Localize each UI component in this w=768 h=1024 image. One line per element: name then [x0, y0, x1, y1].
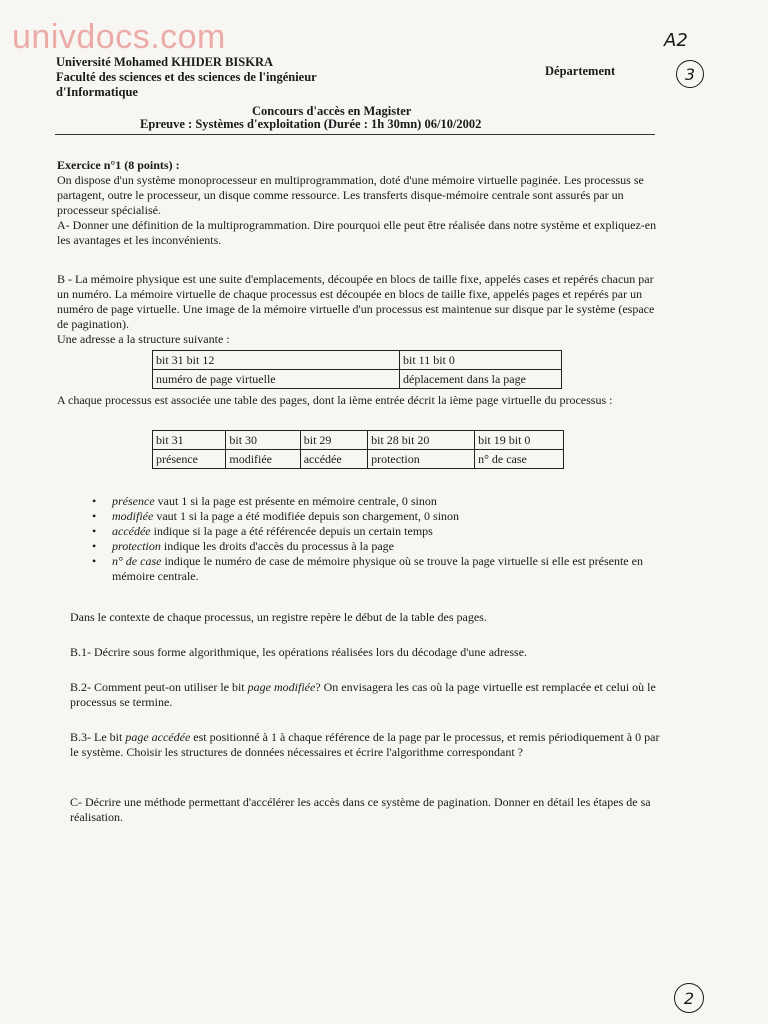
page-number: 2: [683, 988, 695, 1008]
field-term: n° de case: [112, 554, 162, 568]
table-cell: bit 31: [153, 431, 226, 450]
table-cell: protection: [368, 450, 475, 469]
bullet-icon: •: [92, 539, 97, 553]
exercise-intro-block: [57, 158, 657, 248]
sheet-number-circle: [676, 60, 704, 88]
list-item: [92, 554, 662, 584]
department-label: Département: [545, 64, 616, 78]
table-cell: n° de case: [475, 450, 564, 469]
question-b3-suffix: est positionné à 1 à chaque référence de la page par le processus, et remis périodiquement à 0 par le système. Choisir les structures de données nécessaires et écrire l'algorithme correspondant ?: [70, 730, 660, 759]
competition-title: Concours d'accès en Magister: [252, 104, 412, 118]
bullet-icon: •: [92, 554, 97, 568]
list-item: [92, 524, 662, 539]
field-description: indique les droits d'accès du processus à la page: [160, 539, 394, 553]
part-a: A- Donner une définition de la multiprogrammation. Dire pourquoi elle peut être réalisée dans notre système et expliquez-en les avantages et les inconvénients.: [57, 218, 657, 247]
department-name: d'Informatique: [56, 85, 138, 99]
list-item: [92, 494, 662, 509]
question-c: C- Décrire une méthode permettant d'accélérer les accès dans ce système de pagination. Donner en détail les étapes de sa réalisation.: [70, 795, 651, 824]
handwritten-note: A2: [664, 30, 688, 51]
bullet-icon: •: [92, 494, 97, 508]
university-name: Université Mohamed KHIDER BISKRA: [56, 55, 274, 69]
field-term: présence: [112, 494, 155, 508]
question-b3: [70, 730, 660, 760]
table-cell: déplacement dans la page: [400, 370, 562, 389]
address-structure-table: [152, 350, 562, 389]
table-cell: bit 29: [300, 431, 367, 450]
field-description-list: [92, 494, 662, 584]
field-description: indique le numéro de case de mémoire physique où se trouve la page virtuelle si elle est présente en mémoire centrale.: [112, 554, 643, 583]
context-paragraph: Dans le contexte de chaque processus, un registre repère le début de la table des pages.: [70, 610, 487, 624]
table-row: [153, 450, 564, 469]
field-term: accédée: [112, 524, 151, 538]
table-row: [153, 431, 564, 450]
bullet-icon: •: [92, 509, 97, 523]
list-item: [92, 539, 662, 554]
exercise-intro: On dispose d'un système monoprocesseur en multiprogrammation, doté d'une mémoire virtuelle paginée. Les processus se partagent, outre le processeur, un disque comme ressource. Les transferts disque-mémoire centrale sont assurés par un processeur spécialisé.: [57, 173, 644, 217]
table-cell: présence: [153, 450, 226, 469]
list-item: [92, 509, 662, 524]
part-b-block: [57, 272, 657, 347]
page-table-entry-table: [152, 430, 564, 469]
table-row: [153, 370, 562, 389]
title-divider: [55, 134, 655, 135]
question-b3-term: page accédée: [125, 730, 191, 744]
field-description: indique si la page a été référencée depuis un certain temps: [150, 524, 433, 538]
question-b1: B.1- Décrire sous forme algorithmique, les opérations réalisées lors du décodage d'une adresse.: [70, 645, 528, 659]
page-table-intro: A chaque processus est associée une table des pages, dont la ième entrée décrit la ième page virtuelle du processus :: [57, 393, 613, 407]
institution-header: [56, 55, 416, 100]
exam-title: Epreuve : Systèmes d'exploitation (Durée : 1h 30mn) 06/10/2002: [140, 117, 482, 131]
table-cell: numéro de page virtuelle: [153, 370, 400, 389]
field-description: vaut 1 si la page a été modifiée depuis son chargement, 0 sinon: [153, 509, 460, 523]
table-cell: modifiée: [226, 450, 300, 469]
table-cell: bit 11 bit 0: [400, 351, 562, 370]
page-number-circle: [674, 983, 704, 1013]
table-cell: bit 19 bit 0: [475, 431, 564, 450]
field-term: modifiée: [112, 509, 154, 523]
question-b2-prefix: B.2- Comment peut-on utiliser le bit: [70, 680, 248, 694]
faculty-name: Faculté des sciences et des sciences de l'ingénieur: [56, 70, 317, 84]
field-term: protection: [112, 539, 161, 553]
exercise-title: Exercice n°1 (8 points) :: [57, 158, 180, 172]
sheet-number: 3: [684, 64, 696, 84]
field-description: vaut 1 si la page est présente en mémoire centrale, 0 sinon: [154, 494, 437, 508]
table-cell: bit 30: [226, 431, 300, 450]
question-b2-term: page modifiée: [247, 680, 316, 694]
bullet-icon: •: [92, 524, 97, 538]
question-b3-prefix: B.3- Le bit: [70, 730, 126, 744]
address-intro: Une adresse a la structure suivante :: [57, 332, 230, 346]
table-row: [153, 351, 562, 370]
table-cell: bit 28 bit 20: [368, 431, 475, 450]
question-b2: [70, 680, 660, 710]
part-b: B - La mémoire physique est une suite d'emplacements, découpée en blocs de taille fixe, appelés cases et repérés chacun par un numéro. La mémoire virtuelle de chaque processus est découpée en blocs de taille fixe, appelés pages et repérés par un numéro de page virtuelle. Une image de la mémoire virtuelle d'un processus est maintenue sur disque par le système (espace de pagination).: [57, 272, 655, 331]
table-cell: bit 31 bit 12: [153, 351, 400, 370]
question-b2-suffix: ? On envisagera les cas où la page virtuelle est remplacée et celui où le processus se termine.: [70, 680, 656, 709]
watermark: univdocs.com: [12, 18, 226, 56]
table-cell: accédée: [300, 450, 367, 469]
